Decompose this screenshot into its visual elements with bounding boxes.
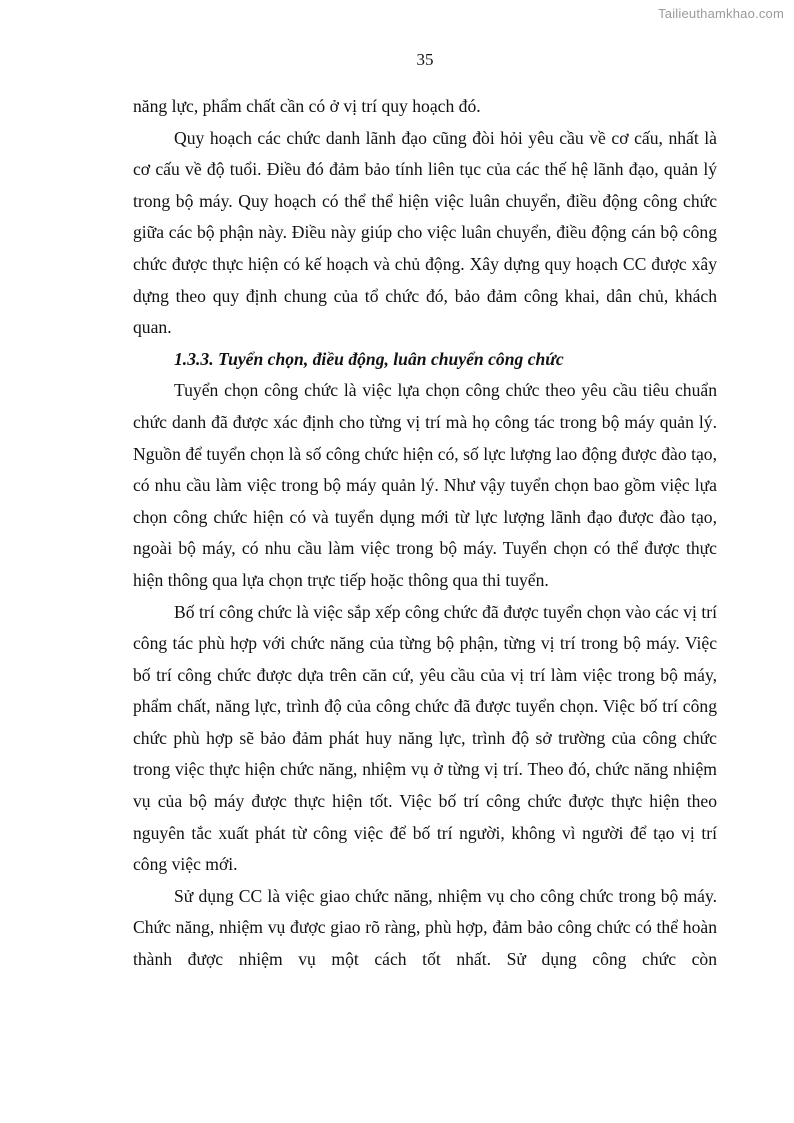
watermark: Tailieuthamkhao.com bbox=[658, 6, 784, 21]
page-number: 35 bbox=[416, 50, 434, 69]
paragraph-planning: Quy hoạch các chức danh lãnh đạo cũng đòi hỏi yêu cầu về cơ cấu, nhất là cơ cấu về độ tuổi. Điều đó đảm bảo tính liên tục của các thế hệ lãnh đạo, quản lý trong bộ máy. Quy hoạch có thể thể hiện việc luân chuyển, điều động công chức giữa các bộ phận này. Điều này giúp cho việc luân chuyển, điều động cán bộ công chức được thực hiện có kế hoạch và chủ động. Xây dựng quy hoạch CC được xây dựng theo quy định chung của tổ chức đó, bảo đảm công khai, dân chủ, khách quan. bbox=[133, 127, 717, 338]
paragraph-continuation: năng lực, phẩm chất cần có ở vị trí quy hoạch đó. bbox=[133, 96, 481, 116]
document-body bbox=[133, 91, 717, 976]
paragraph-assignment: Bố trí công chức là việc sắp xếp công chức đã được tuyển chọn vào các vị trí công tác phù hợp với chức năng của từng bộ phận, từng vị trí trong bộ máy. Việc bố trí công chức được dựa trên căn cứ, yêu cầu của vị trí làm việc trong bộ máy, phẩm chất, năng lực, trình độ của công chức đã được tuyển chọn. Việc bố trí công chức phù hợp sẽ bảo đảm phát huy năng lực, trình độ sở trường của công chức trong việc thực hiện chức năng, nhiệm vụ ở từng vị trí. Theo đó, chức năng nhiệm vụ của bộ máy được thực hiện tốt. Việc bố trí công chức được thực hiện theo nguyên tắc xuất phát từ công việc để bố trí người, không vì người để tạo vị trí công việc mới. bbox=[133, 601, 717, 875]
paragraph-recruitment: Tuyển chọn công chức là việc lựa chọn công chức theo yêu cầu tiêu chuẩn chức danh đã được xác định cho từng vị trí mà họ công tác trong bộ máy quản lý. Nguồn để tuyển chọn là số công chức hiện có, số lực lượng lao động được đào tạo, có nhu cầu làm việc trong bộ máy quản lý. Như vậy tuyển chọn bao gồm việc lựa chọn công chức hiện có và tuyển dụng mới từ lực lượng lãnh đạo được đào tạo, ngoài bộ máy, có nhu cầu làm việc trong bộ máy. Tuyển chọn có thể được thực hiện thông qua lựa chọn trực tiếp hoặc thông qua thi tuyển. bbox=[133, 380, 717, 590]
paragraph-utilization: Sử dụng CC là việc giao chức năng, nhiệm vụ cho công chức trong bộ máy. Chức năng, nhiệm vụ được giao rõ ràng, phù hợp, đảm bảo công chức có thể hoàn thành được nhiệm vụ một cách tốt nhất. Sử dụng công chức còn bbox=[133, 885, 717, 970]
section-heading: 1.3.3. Tuyển chọn, điều động, luân chuyển công chức bbox=[174, 348, 564, 369]
